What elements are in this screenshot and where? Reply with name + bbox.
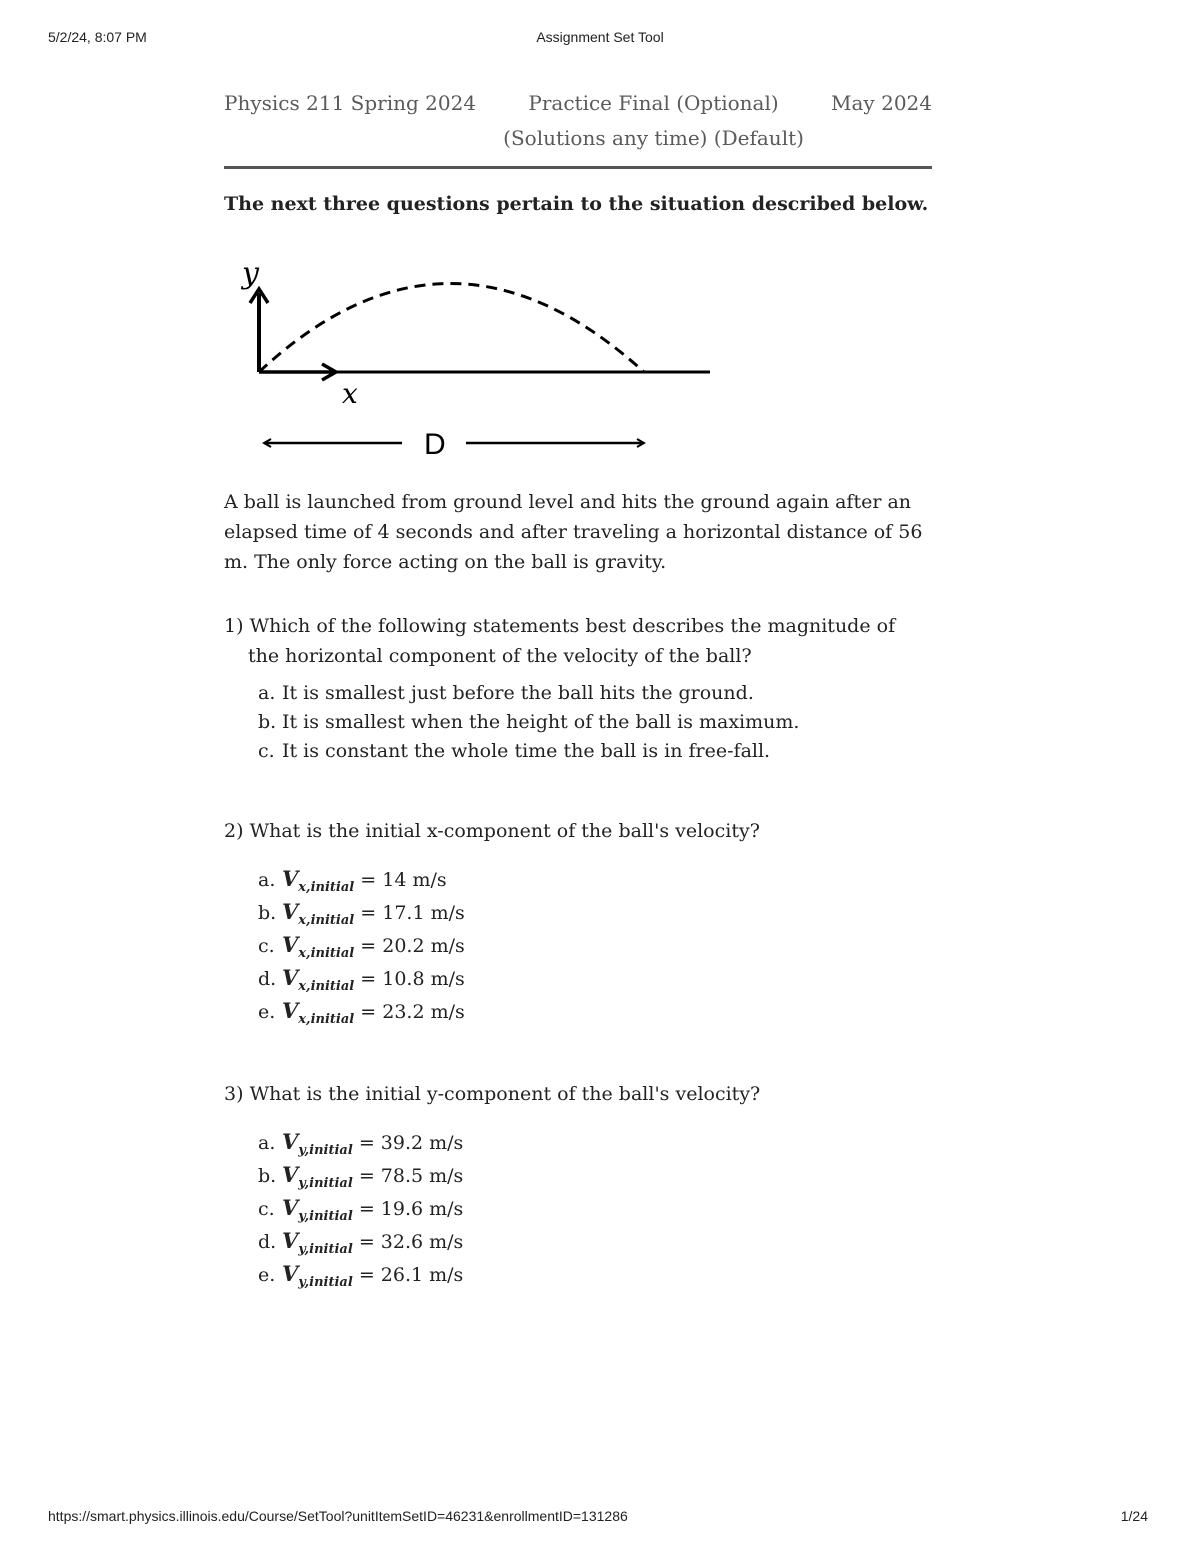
distance-label: D: [424, 428, 446, 461]
document-header: [224, 86, 932, 169]
course-name: Physics 211 Spring 2024: [224, 91, 477, 115]
projectile-diagram: [234, 255, 724, 475]
choice-item: e. $V_{y,initial} = 26.1$ m/s: [258, 1261, 464, 1290]
question-1: [224, 611, 932, 766]
choice-item: a. $V_{x,initial} = 14$ m/s: [258, 866, 447, 895]
choice-item: a. It is smallest just before the ball hits the ground.: [258, 682, 754, 704]
intro-text: The next three questions pertain to the situation described below.: [224, 193, 929, 215]
question-3-choices: [224, 1127, 932, 1292]
document-content: [224, 86, 932, 1292]
x-axis-arrow: [259, 364, 336, 380]
page-url[interactable]: https://smart.physics.illinois.edu/Course/SetTool?unitItemSetID=46231&enrollmentID=131286: [48, 1508, 628, 1524]
choice-item: b. $V_{y,initial} = 78.5$ m/s: [258, 1162, 464, 1191]
choice-item: b. It is smallest when the height of the ball is maximum.: [258, 711, 800, 733]
question-1-text: 1) Which of the following statements best describes the magnitude of the horizontal component of the velocity of the ball?: [224, 615, 896, 667]
print-timestamp: 5/2/24, 8:07 PM: [48, 29, 147, 45]
question-2: [224, 816, 932, 1029]
assignment-title: Practice Final (Optional)(Solutions any time) (Default): [503, 91, 804, 150]
choice-item: c. $V_{y,initial} = 19.6$ m/s: [258, 1195, 464, 1224]
problem-description: A ball is launched from ground level and hits the ground again after an elapsed time of 4 seconds and after traveling a horizontal distance of 56 m. The only force acting on the ball is gravity.: [224, 491, 923, 573]
question-1-choices: [224, 679, 932, 766]
choice-item: a. $V_{y,initial} = 39.2$ m/s: [258, 1129, 464, 1158]
page-number: 1/24: [1120, 1508, 1148, 1524]
choice-item: e. $V_{x,initial} = 23.2$ m/s: [258, 998, 465, 1027]
choice-item: c. It is constant the whole time the ball is in free-fall.: [258, 740, 771, 762]
x-axis-label: x: [342, 377, 358, 410]
trajectory-path: [259, 284, 644, 373]
y-axis-label: y: [242, 256, 259, 291]
question-3: [224, 1079, 932, 1292]
question-2-text: 2) What is the initial x-component of the ball's velocity?: [224, 820, 760, 842]
choice-item: d. $V_{x,initial} = 10.8$ m/s: [258, 965, 465, 994]
print-footer: [0, 1508, 1200, 1528]
print-header: [0, 29, 1200, 49]
assignment-date: May 2024: [831, 91, 932, 115]
choice-item: b. $V_{x,initial} = 17.1$ m/s: [258, 899, 465, 928]
choice-item: d. $V_{y,initial} = 32.6$ m/s: [258, 1228, 464, 1257]
question-3-text: 3) What is the initial y-component of the ball's velocity?: [224, 1083, 761, 1105]
choice-item: c. $V_{x,initial} = 20.2$ m/s: [258, 932, 465, 961]
question-2-choices: [224, 864, 932, 1029]
print-page-title: Assignment Set Tool: [536, 29, 664, 45]
